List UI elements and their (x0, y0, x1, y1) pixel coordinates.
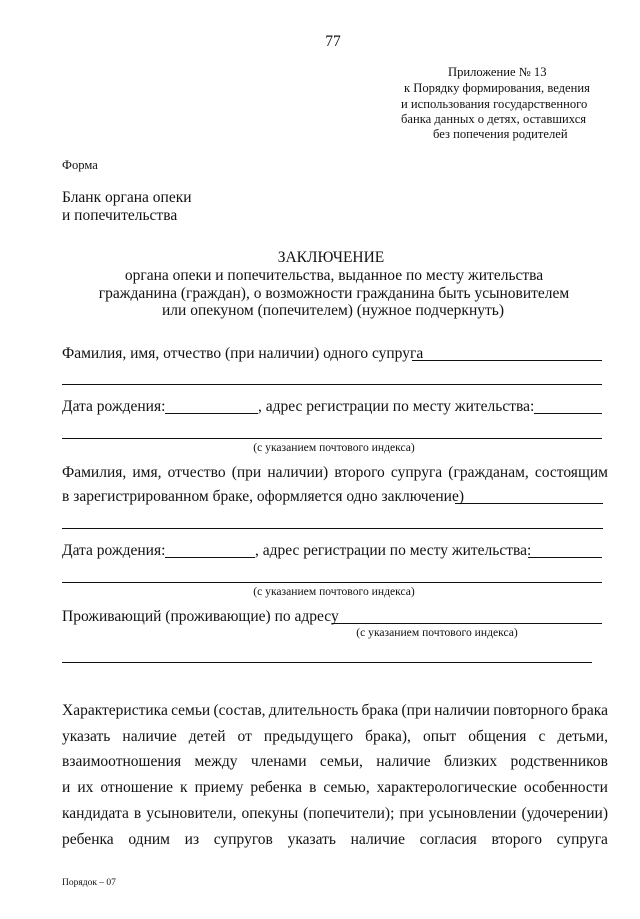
document-title: ЗАКЛЮЧЕНИЕ (277, 249, 385, 266)
heading-line: или опекуном (попечителем) (нужное подчеркнуть) (161, 302, 505, 319)
spouse2-name-blank-2[interactable] (62, 528, 603, 529)
address1-blank[interactable] (534, 413, 602, 414)
spouse2-name-blank[interactable] (455, 503, 603, 504)
paragraph-line: ребенка одним из супругов указать наличие согласия второго супруга (62, 831, 608, 848)
appendix-line: к Порядку формирования, ведения (404, 81, 590, 95)
address1-label: , адрес регистрации по месту жительства: (258, 398, 535, 415)
residing-address-blank-2[interactable] (62, 662, 592, 663)
dob2-blank[interactable] (165, 557, 255, 558)
paragraph-line: указать наличие детей от предыдущего брака), опыт общения с детьми, (62, 728, 608, 745)
heading-line: гражданина (граждан), о возможности гражданина быть усыновителем (98, 285, 570, 302)
appendix-line: без попечения родителей (433, 127, 568, 141)
address2-blank-2[interactable] (62, 582, 602, 583)
paragraph-line: Характеристика семьи (состав, длительность брака (при наличии повторного брака (62, 702, 608, 719)
appendix-line: банка данных о детях, оставшихся (401, 112, 587, 126)
postal-note: (с указанием почтового индекса) (253, 585, 415, 598)
footer-code: Порядок – 07 (62, 878, 116, 888)
postal-note: (с указанием почтового индекса) (253, 441, 415, 454)
appendix-line: и использования государственного (401, 97, 588, 111)
spouse2-name-label-line1: Фамилия, имя, отчество (при наличии) второго супруга (гражданам, состоящим (62, 464, 608, 481)
paragraph-line: взаимоотношения между членами семьи, наличие близких родственников (62, 753, 608, 770)
dob1-label: Дата рождения: (62, 398, 166, 415)
spouse1-name-blank[interactable] (412, 360, 602, 361)
paragraph-line: кандидата в усыновители, опекуны (попечители); при усыновлении (удочерении) (62, 805, 608, 822)
form-label: Форма (62, 158, 98, 172)
address2-blank[interactable] (528, 557, 602, 558)
dob1-blank[interactable] (165, 413, 258, 414)
heading-line: органа опеки и попечительства, выданное по месту жительства (124, 267, 544, 284)
appendix-title: Приложение № 13 (448, 65, 547, 79)
blank-line: и попечительства (62, 207, 178, 224)
paragraph-line: и их отношение к приему ребенка в семью, характерологические особенности (62, 779, 608, 796)
address2-label: , адрес регистрации по месту жительства: (255, 542, 532, 559)
dob2-label: Дата рождения: (62, 542, 166, 559)
spouse1-name-label: Фамилия, имя, отчество (при наличии) одного супруга (62, 345, 424, 362)
spouse2-name-label-line2: в зарегистрированном браке, оформляется одно заключение) (62, 488, 465, 505)
page-number: 77 (325, 33, 341, 50)
residing-label: Проживающий (проживающие) по адресу (62, 608, 339, 625)
address1-blank-2[interactable] (62, 438, 602, 439)
residing-address-blank[interactable] (332, 623, 602, 624)
blank-line: Бланк органа опеки (62, 189, 192, 206)
spouse1-name-blank-2[interactable] (62, 384, 602, 385)
postal-note: (с указанием почтового индекса) (356, 626, 518, 639)
